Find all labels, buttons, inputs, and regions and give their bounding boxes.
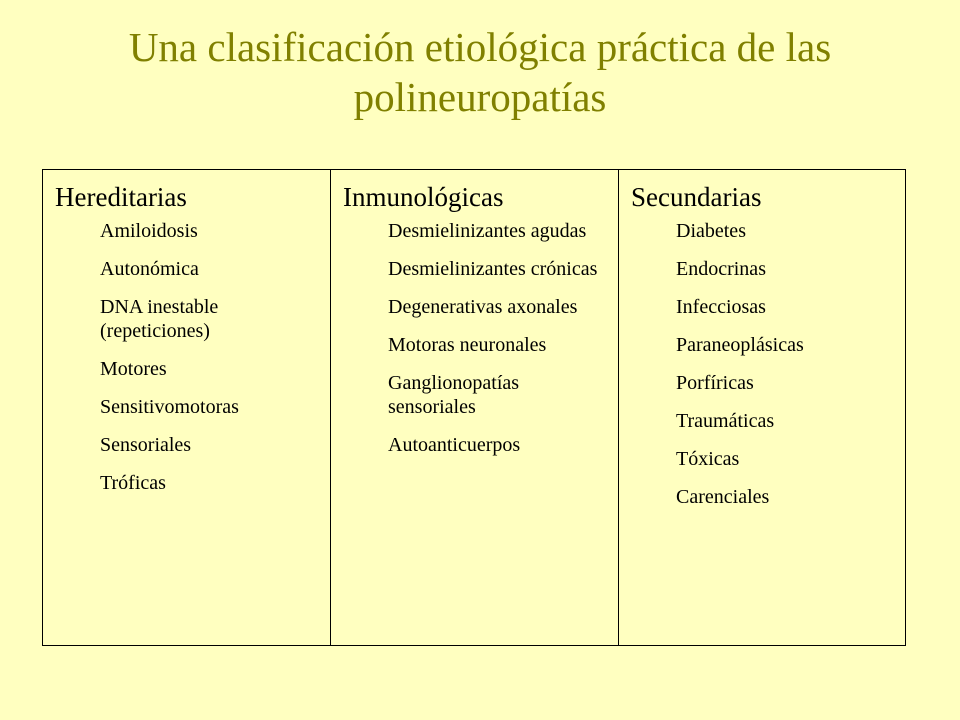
list-item: Ganglionopatías sensoriales (388, 372, 520, 418)
list-item: Desmielinizantes crónicas (388, 258, 598, 280)
list-item: Sensoriales (100, 434, 192, 456)
list-item: Endocrinas (676, 258, 766, 280)
item-list (55, 219, 320, 495)
list-item: Traumáticas (676, 410, 775, 432)
column-inmunologicas (331, 170, 619, 645)
list-item: Infecciosas (676, 296, 766, 318)
list-item: Paraneoplásicas (676, 334, 804, 356)
list-item: Autonómica (100, 258, 199, 280)
slide-title: Una clasificación etiológica práctica de las polineuropatías (128, 24, 832, 120)
column-heading: Inmunológicas (343, 182, 504, 212)
list-item: Amiloidosis (100, 220, 198, 242)
list-item: Porfíricas (676, 372, 754, 394)
column-heading: Hereditarias (55, 182, 187, 212)
list-item: Tróficas (100, 472, 166, 494)
item-list (343, 219, 608, 457)
list-item: Degenerativas axonales (388, 296, 578, 318)
item-list (631, 219, 895, 509)
classification-table (42, 169, 906, 646)
list-item: Sensitivomotoras (100, 396, 239, 418)
column-heading: Secundarias (631, 182, 762, 212)
list-item: Motores (100, 358, 167, 380)
list-item: Carenciales (676, 486, 770, 508)
list-item: DNA inestable (repeticiones) (100, 296, 219, 342)
column-secundarias (619, 170, 905, 645)
list-item: Motoras neuronales (388, 334, 547, 356)
column-hereditarias (43, 170, 331, 645)
list-item: Tóxicas (676, 448, 740, 470)
list-item: Autoanticuerpos (388, 434, 521, 456)
list-item: Desmielinizantes agudas (388, 220, 587, 242)
list-item: Diabetes (676, 220, 746, 242)
